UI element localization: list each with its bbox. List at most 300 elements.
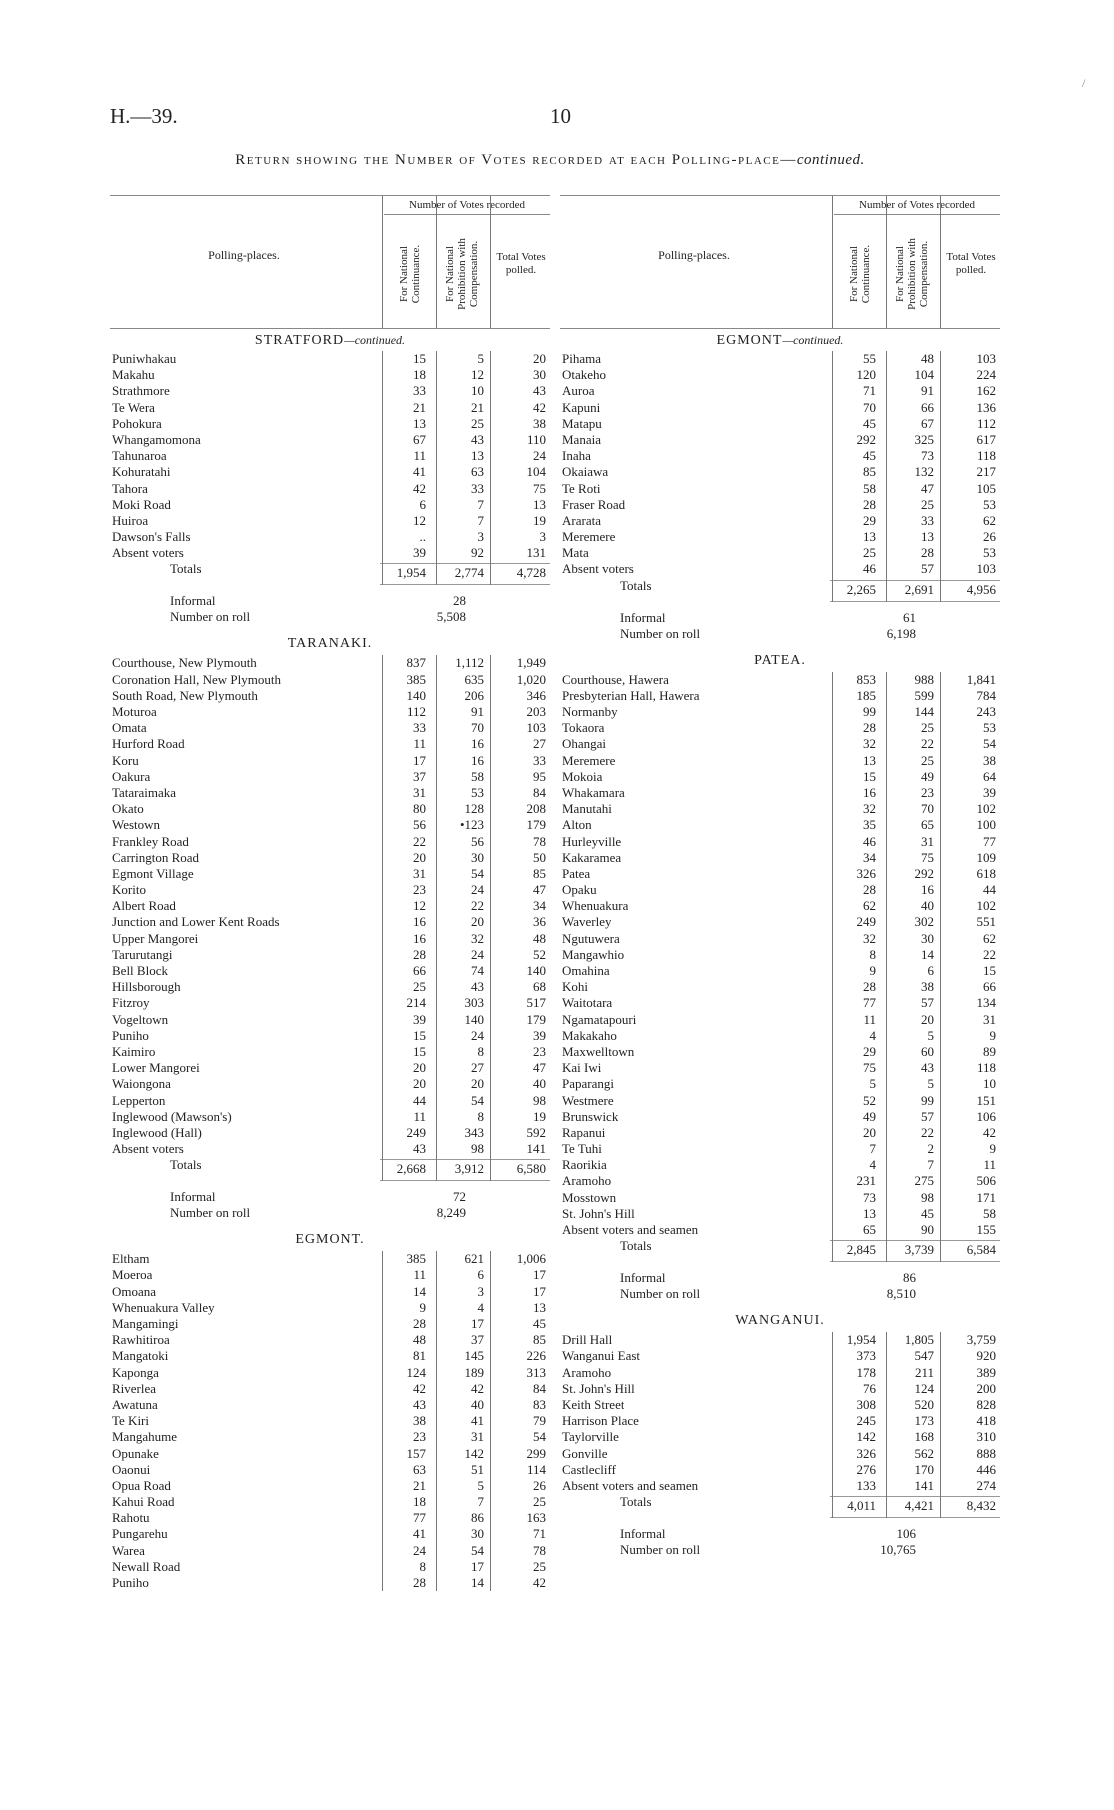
prohibition-value: 70 — [471, 720, 484, 736]
prohibition-value: 99 — [921, 1092, 934, 1108]
continuance-value: 245 — [856, 1413, 876, 1429]
total-value: 131 — [526, 545, 546, 561]
column-divider — [382, 655, 383, 1181]
prohibition-value: 25 — [921, 496, 934, 512]
polling-place-name: Omata — [112, 720, 147, 736]
prohibition-value: 3 — [477, 529, 484, 545]
totals-prohibition: 3,739 — [904, 1242, 934, 1258]
table-row — [560, 1462, 1000, 1478]
column-divider — [436, 351, 437, 585]
prohibition-value: 16 — [471, 736, 484, 752]
totals-total: 4,728 — [516, 565, 546, 581]
total-value: 19 — [533, 512, 546, 528]
totals-label: Totals — [170, 561, 202, 577]
polling-place-name: Mata — [562, 545, 589, 561]
prohibition-value: 56 — [471, 833, 484, 849]
continuance-value: 22 — [413, 833, 426, 849]
polling-places-header: Polling-places. — [658, 248, 730, 262]
polling-place-name: Paparangi — [562, 1076, 614, 1092]
totals-rule — [830, 1496, 1000, 1497]
continuance-value: 43 — [413, 1396, 426, 1412]
table-row — [110, 416, 550, 432]
continuance-value: 28 — [863, 496, 876, 512]
prohibition-value: 30 — [471, 1526, 484, 1542]
continuance-value: 14 — [413, 1283, 426, 1299]
table-row — [110, 400, 550, 416]
total-value: 39 — [983, 784, 996, 800]
total-value: 42 — [533, 1575, 546, 1590]
polling-place-name: Opunake — [112, 1445, 159, 1461]
prohibition-value: 86 — [471, 1510, 484, 1526]
total-value: 3 — [539, 529, 546, 545]
column-divider — [940, 1332, 941, 1518]
spacer — [110, 1181, 550, 1189]
table-row — [560, 367, 1000, 383]
table-row — [110, 1348, 550, 1364]
continuance-value: 63 — [413, 1461, 426, 1477]
table-row — [110, 1332, 550, 1348]
total-value: 141 — [526, 1141, 546, 1157]
polling-place-name: Whenuakura — [562, 898, 629, 914]
informal-label: Informal — [620, 1526, 666, 1542]
section-name: EGMONT — [716, 333, 783, 348]
continuance-value: 249 — [406, 1124, 426, 1140]
polling-place-name: Auroa — [562, 383, 595, 399]
table-row — [560, 1125, 1000, 1141]
continuance-value: 9 — [419, 1299, 426, 1315]
continuance-value: 15 — [413, 1043, 426, 1059]
prohibition-value: 43 — [921, 1060, 934, 1076]
prohibition-value: 988 — [914, 671, 934, 687]
prohibition-value: 38 — [921, 979, 934, 995]
continuance-value: 837 — [406, 655, 426, 671]
total-value: 203 — [526, 704, 546, 719]
continuance-value: 58 — [863, 480, 876, 496]
polling-place-name: Mangamingi — [112, 1316, 179, 1331]
total-value: 226 — [526, 1348, 546, 1364]
table-row — [560, 1060, 1000, 1076]
table-row — [110, 1365, 550, 1381]
table-row — [110, 1543, 550, 1559]
total-value: 11 — [983, 1157, 996, 1173]
totals-total: 6,584 — [966, 1242, 996, 1258]
prohibition-value: 206 — [464, 687, 484, 703]
table-row — [560, 1028, 1000, 1044]
polling-place-name: Moki Road — [112, 496, 171, 512]
total-value: 208 — [526, 801, 546, 817]
continuance-value: 39 — [413, 1011, 426, 1027]
continuance-value: 28 — [863, 720, 876, 736]
total-value: 224 — [976, 367, 996, 383]
table-row — [110, 914, 550, 930]
national-prohibition-text: For National Prohibition with Compensation. — [444, 238, 480, 310]
table-row — [560, 1157, 1000, 1173]
table-row — [560, 834, 1000, 850]
total-value: 313 — [526, 1364, 546, 1380]
prohibition-value: 48 — [921, 351, 934, 366]
polling-place-name: Junction and Lower Kent Roads — [112, 914, 280, 930]
table-row — [110, 753, 550, 769]
polling-place-name: Ngamatapouri — [562, 1011, 637, 1027]
polling-place-name: Eltham — [112, 1251, 150, 1267]
column-divider — [382, 1251, 383, 1591]
continuance-value: 20 — [863, 1124, 876, 1140]
polling-place-name: Mangahume — [112, 1429, 177, 1445]
continuance-value: 11 — [413, 1108, 426, 1124]
total-value: 134 — [976, 995, 996, 1011]
table-row — [110, 513, 550, 529]
prohibition-value: 343 — [464, 1124, 484, 1140]
total-value: 64 — [983, 768, 996, 784]
continuance-value: 42 — [413, 1380, 426, 1396]
column-divider — [832, 1332, 833, 1518]
total-value: 44 — [983, 882, 996, 898]
polling-place-name: Tataraimaka — [112, 784, 177, 800]
continuance-value: 112 — [406, 704, 426, 719]
totals-prohibition: 2,691 — [904, 581, 934, 597]
table-row — [110, 866, 550, 882]
polling-place-name: Strathmore — [112, 383, 170, 399]
polling-place-name: Tarurutangi — [112, 946, 173, 962]
prohibition-value: 30 — [921, 930, 934, 946]
total-value: 389 — [976, 1364, 996, 1380]
total-value: 78 — [533, 1542, 546, 1558]
totals-rule — [830, 580, 1000, 581]
prohibition-value: 128 — [464, 801, 484, 817]
total-value: 446 — [976, 1461, 996, 1477]
prohibition-value: 599 — [914, 687, 934, 703]
table-row — [110, 1413, 550, 1429]
continuance-value: 99 — [863, 704, 876, 719]
section-title-wanganui — [560, 1310, 1000, 1332]
table-row — [110, 351, 550, 367]
table-row — [110, 367, 550, 383]
total-value: 62 — [983, 512, 996, 528]
prohibition-value: 57 — [921, 1108, 934, 1124]
total-value: 888 — [976, 1445, 996, 1461]
total-value: 26 — [533, 1477, 546, 1493]
table-row — [110, 979, 550, 995]
table-row — [110, 947, 550, 963]
prohibition-value: 32 — [471, 930, 484, 946]
polling-place-name: Brunswick — [562, 1108, 619, 1124]
polling-place-name: Makakaho — [562, 1027, 617, 1043]
section-name: EGMONT. — [295, 1232, 365, 1248]
prohibition-value: 520 — [914, 1396, 934, 1412]
continuance-value: 80 — [413, 801, 426, 817]
continuance-value: 44 — [413, 1092, 426, 1108]
continuance-value: 185 — [856, 687, 876, 703]
table-row — [110, 1125, 550, 1141]
totals-rule-bottom — [830, 1261, 1000, 1262]
table-row — [560, 1012, 1000, 1028]
table-row — [110, 963, 550, 979]
continuance-value: 12 — [413, 512, 426, 528]
continuance-value: 39 — [413, 545, 426, 561]
polling-place-name: Absent voters and seamen — [562, 1477, 699, 1493]
table-row — [110, 817, 550, 833]
continuance-value: 28 — [863, 882, 876, 898]
continuance-value: 157 — [406, 1445, 426, 1461]
prohibition-value: 91 — [471, 704, 484, 719]
total-value: 42 — [533, 399, 546, 415]
prohibition-value: 33 — [471, 480, 484, 496]
prohibition-value: 25 — [471, 415, 484, 431]
totals-prohibition: 3,912 — [454, 1161, 484, 1177]
table-row — [110, 1526, 550, 1542]
total-value: 1,020 — [516, 671, 546, 687]
continuance-value: 15 — [413, 1027, 426, 1043]
table-row — [560, 995, 1000, 1011]
table-row — [110, 1044, 550, 1060]
polling-place-name: Castlecliff — [562, 1461, 616, 1477]
polling-place-name: Opua Road — [112, 1477, 171, 1493]
continuance-value: 25 — [863, 545, 876, 561]
total-value: 62 — [983, 930, 996, 946]
total-value: 13 — [533, 496, 546, 512]
total-value: 243 — [976, 704, 996, 719]
continuance-value: 52 — [863, 1092, 876, 1108]
polling-place-name: Moeroa — [112, 1267, 153, 1283]
table-row — [560, 416, 1000, 432]
polling-place-name: Hurleyville — [562, 833, 622, 849]
total-value: 58 — [983, 1205, 996, 1221]
table-row — [560, 898, 1000, 914]
polling-place-name: Kai Iwi — [562, 1060, 602, 1076]
polling-place-name: Kapuni — [562, 399, 601, 415]
prohibition-value: 53 — [471, 784, 484, 800]
continuance-value: 16 — [863, 784, 876, 800]
prohibition-value: 5 — [927, 1076, 934, 1092]
continuance-value: 48 — [413, 1332, 426, 1348]
continuance-value: 16 — [413, 914, 426, 930]
polling-place-name: Wanganui East — [562, 1348, 641, 1364]
table-row — [560, 1109, 1000, 1125]
total-value: 310 — [976, 1429, 996, 1445]
prohibition-value: 57 — [921, 995, 934, 1011]
total-value: 9 — [989, 1141, 996, 1157]
header-divider — [382, 196, 383, 328]
total-value: 83 — [533, 1396, 546, 1412]
polling-place-name: Omahina — [562, 963, 610, 978]
polling-place-name: Westown — [112, 817, 161, 833]
total-value: 47 — [533, 1060, 546, 1076]
total-value: 418 — [976, 1413, 996, 1429]
continuance-value: 62 — [863, 898, 876, 914]
section-name: TARANAKI. — [287, 636, 373, 652]
continuance-value: 18 — [413, 367, 426, 383]
totals-total: 4,956 — [966, 581, 996, 597]
spacer — [110, 625, 550, 633]
continuance-value: 73 — [863, 1189, 876, 1205]
informal-label: Informal — [170, 1189, 216, 1205]
total-value: 3,759 — [966, 1332, 996, 1348]
continuance-value: .. — [419, 529, 426, 545]
polling-place-name: Presbyterian Hall, Hawera — [562, 687, 700, 703]
continuance-value: 34 — [863, 849, 876, 865]
informal-row — [560, 610, 1000, 626]
total-value: 30 — [533, 367, 546, 383]
table-row — [110, 1109, 550, 1125]
table-row — [560, 1365, 1000, 1381]
prohibition-value: 189 — [464, 1364, 484, 1380]
prohibition-value: 54 — [471, 1092, 484, 1108]
prohibition-value: 12 — [471, 367, 484, 383]
continuance-value: 13 — [863, 1205, 876, 1221]
prohibition-value: 40 — [921, 898, 934, 914]
polling-place-name: Lower Mangorei — [112, 1060, 200, 1076]
polling-place-name: Vogeltown — [112, 1011, 169, 1027]
table-row — [560, 513, 1000, 529]
prohibition-value: 28 — [921, 545, 934, 561]
polling-place-name: Inglewood (Mawson's) — [112, 1108, 232, 1124]
table-row — [110, 448, 550, 464]
national-continuance-text: For National Continuance. — [398, 244, 422, 304]
prohibition-value: 43 — [471, 979, 484, 995]
total-value: 47 — [533, 882, 546, 898]
polling-place-name: Whangamomona — [112, 431, 201, 447]
continuance-value: 4 — [869, 1157, 876, 1173]
totals-continuance: 2,845 — [846, 1242, 876, 1258]
number-on-roll-value: 5,508 — [436, 609, 466, 625]
prohibition-value: 211 — [914, 1364, 934, 1380]
totals-prohibition: 2,774 — [454, 565, 484, 581]
polling-place-name: Hillsborough — [112, 979, 181, 995]
prohibition-value: 13 — [921, 529, 934, 545]
prohibition-value: 25 — [921, 752, 934, 768]
prohibition-value: 124 — [914, 1380, 934, 1396]
prohibition-value: 75 — [921, 849, 934, 865]
polling-place-name: Drill Hall — [562, 1332, 613, 1348]
prohibition-value: 16 — [471, 752, 484, 768]
total-value: 109 — [976, 849, 996, 865]
informal-row — [560, 1270, 1000, 1286]
table-row — [110, 529, 550, 545]
table-row — [110, 704, 550, 720]
continuance-value: 385 — [406, 1251, 426, 1267]
table-row — [560, 866, 1000, 882]
table-row — [560, 850, 1000, 866]
total-value: 104 — [526, 464, 546, 480]
total-value: 27 — [533, 736, 546, 752]
totals-label: Totals — [620, 577, 652, 593]
continuance-value: 326 — [856, 865, 876, 881]
total-value: 40 — [533, 1076, 546, 1092]
polling-place-name: Mangatoki — [112, 1348, 169, 1364]
polling-place-name: Raorikia — [562, 1157, 607, 1173]
informal-label: Informal — [620, 1270, 666, 1286]
spacer — [560, 1262, 1000, 1270]
polling-place-name: Inglewood (Hall) — [112, 1124, 202, 1140]
continuance-value: 6 — [419, 496, 426, 512]
polling-place-name: Whenuakura Valley — [112, 1299, 215, 1315]
total-value: 53 — [983, 496, 996, 512]
table-row — [560, 979, 1000, 995]
polling-place-name: Fitzroy — [112, 995, 150, 1011]
continuance-value: 15 — [413, 351, 426, 366]
polling-place-name: Courthouse, New Plymouth — [112, 655, 257, 671]
total-value: 43 — [533, 383, 546, 399]
polling-place-name: Waitotara — [562, 995, 613, 1011]
prohibition-value: 33 — [921, 512, 934, 528]
continuance-value: 28 — [863, 979, 876, 995]
polling-place-name: Whakamara — [562, 784, 625, 800]
spacer — [560, 1518, 1000, 1526]
table-row — [560, 1381, 1000, 1397]
continuance-value: 75 — [863, 1060, 876, 1076]
total-value: 84 — [533, 784, 546, 800]
table-row — [560, 801, 1000, 817]
continuance-value: 385 — [406, 671, 426, 687]
continuance-value: 33 — [413, 383, 426, 399]
polling-place-name: Rawhitiroa — [112, 1332, 170, 1348]
continuance-value: 178 — [856, 1364, 876, 1380]
table-row — [110, 1478, 550, 1494]
totals-total: 6,580 — [516, 1161, 546, 1177]
polling-place-name: Alton — [562, 817, 592, 833]
total-value: 114 — [526, 1461, 546, 1477]
column-divider — [832, 672, 833, 1263]
polling-place-name: Tahora — [112, 480, 148, 496]
polling-place-name: Hurford Road — [112, 736, 185, 752]
polling-place-name: Puniho — [112, 1027, 149, 1043]
prohibition-value: 74 — [471, 963, 484, 978]
table-row — [560, 1332, 1000, 1348]
continuance-value: 32 — [863, 736, 876, 752]
polling-place-name: Lepperton — [112, 1092, 166, 1108]
continuance-value: 46 — [863, 833, 876, 849]
prohibition-value: 41 — [471, 1413, 484, 1429]
table-row — [110, 545, 550, 561]
table-row — [110, 464, 550, 480]
total-value: 85 — [533, 1332, 546, 1348]
total-value: 53 — [983, 545, 996, 561]
total-value: 78 — [533, 833, 546, 849]
total-value: 75 — [533, 480, 546, 496]
number-on-roll-value: 6,198 — [886, 625, 916, 641]
prohibition-value: 170 — [914, 1461, 934, 1477]
polling-place-name: Otakeho — [562, 367, 607, 383]
prohibition-value: 54 — [471, 1542, 484, 1558]
polling-place-name: Puniwhakau — [112, 351, 177, 366]
total-value: 17 — [533, 1267, 546, 1283]
totals-rule-bottom — [380, 584, 550, 585]
prohibition-value: 7 — [477, 512, 484, 528]
continuance-value: 11 — [413, 736, 426, 752]
prohibition-value: 37 — [471, 1332, 484, 1348]
prohibition-value: 6 — [477, 1267, 484, 1283]
page-header — [110, 104, 990, 134]
table-row — [560, 785, 1000, 801]
polling-table-taranaki — [110, 655, 550, 1181]
polling-place-name: Oaonui — [112, 1461, 151, 1477]
prohibition-value: 45 — [921, 1205, 934, 1221]
polling-place-name: Taylorville — [562, 1429, 619, 1445]
table-row — [110, 1141, 550, 1157]
section-title-stratford — [110, 329, 550, 351]
table-row — [110, 672, 550, 688]
table-row — [110, 769, 550, 785]
polling-place-name: St. John's Hill — [562, 1380, 635, 1396]
prohibition-value: 98 — [921, 1189, 934, 1205]
total-value: 163 — [526, 1510, 546, 1526]
table-row — [560, 688, 1000, 704]
prohibition-value: 98 — [471, 1141, 484, 1157]
table-row — [560, 561, 1000, 577]
prohibition-value: 5 — [927, 1027, 934, 1043]
section-name: WANGANUI. — [735, 1313, 825, 1329]
table-row — [110, 1300, 550, 1316]
